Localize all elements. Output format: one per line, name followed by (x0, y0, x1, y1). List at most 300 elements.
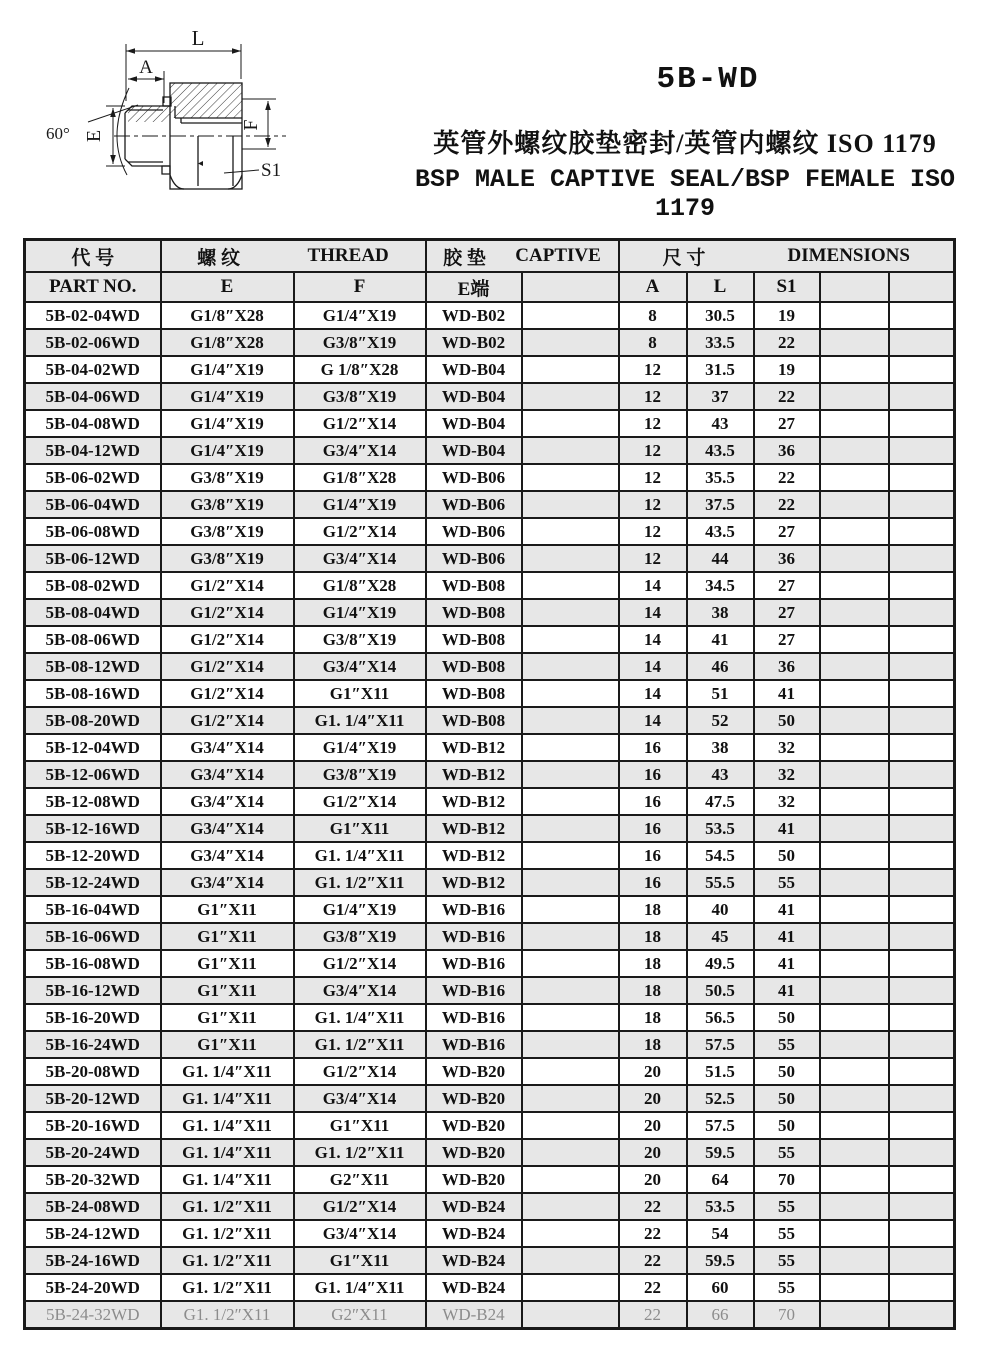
table-row (25, 464, 955, 491)
table-row (25, 1004, 955, 1031)
cell-part-no: 5B-16-08WD (25, 950, 161, 977)
table-row (25, 1166, 955, 1193)
cell-thread-e: G1″X11 (161, 977, 294, 1004)
cell-part-no: 5B-16-12WD (25, 977, 161, 1004)
dim-label-A: A (139, 57, 153, 78)
cell-dim-blank-2 (889, 329, 955, 356)
cell-dim-blank-2 (889, 923, 955, 950)
table-row (25, 1193, 955, 1220)
cell-part-no: 5B-20-08WD (25, 1058, 161, 1085)
cell-dim-blank-2 (889, 626, 955, 653)
cell-dim-s1: 50 (754, 1058, 820, 1085)
cell-dim-a: 16 (619, 869, 687, 896)
cell-captive-seal: WD-B20 (426, 1058, 522, 1085)
cell-dim-s1: 41 (754, 923, 820, 950)
cell-thread-e: G1/4″X19 (161, 383, 294, 410)
cell-dim-a: 12 (619, 545, 687, 572)
cell-thread-f: G1″X11 (294, 680, 426, 707)
cell-dim-blank-2 (889, 1193, 955, 1220)
cell-dim-s1: 50 (754, 1004, 820, 1031)
cell-thread-e: G1. 1/4″X11 (161, 1112, 294, 1139)
cell-part-no: 5B-12-16WD (25, 815, 161, 842)
cell-dim-l: 54 (687, 1220, 754, 1247)
cell-dim-l: 53.5 (687, 815, 754, 842)
cell-dim-blank-1 (820, 842, 889, 869)
table-row (25, 1301, 955, 1329)
arrowhead (232, 48, 241, 54)
cell-dim-l: 30.5 (687, 302, 754, 329)
cell-dim-blank-2 (889, 1112, 955, 1139)
cell-part-no: 5B-04-02WD (25, 356, 161, 383)
header-col-blank-2 (889, 272, 955, 302)
cell-dim-l: 59.5 (687, 1247, 754, 1274)
table-row (25, 329, 955, 356)
cell-captive-seal: WD-B06 (426, 491, 522, 518)
cell-dim-blank-2 (889, 1139, 955, 1166)
cell-thread-e: G1/4″X19 (161, 410, 294, 437)
table-row (25, 950, 955, 977)
cell-captive-seal: WD-B16 (426, 923, 522, 950)
cell-dim-blank-1 (820, 1301, 889, 1329)
cell-dim-s1: 27 (754, 626, 820, 653)
cell-thread-e: G1. 1/2″X11 (161, 1193, 294, 1220)
header-col-captive-blank (522, 272, 619, 302)
cell-thread-f: G1. 1/2″X11 (294, 1139, 426, 1166)
cell-captive-seal: WD-B08 (426, 599, 522, 626)
table-row (25, 626, 955, 653)
header-dimensions-group (619, 240, 955, 273)
dim-label-L: L (191, 26, 205, 50)
cell-captive-blank (522, 329, 619, 356)
cell-dim-l: 41 (687, 626, 754, 653)
cell-captive-blank (522, 626, 619, 653)
cell-dim-blank-1 (820, 329, 889, 356)
cell-dim-l: 52.5 (687, 1085, 754, 1112)
cell-captive-blank (522, 1139, 619, 1166)
cell-dim-a: 12 (619, 518, 687, 545)
cell-part-no: 5B-08-02WD (25, 572, 161, 599)
arrowhead (265, 101, 271, 110)
cell-dim-blank-2 (889, 734, 955, 761)
cell-dim-a: 14 (619, 680, 687, 707)
cell-dim-a: 16 (619, 815, 687, 842)
cell-part-no: 5B-08-20WD (25, 707, 161, 734)
subtitle-chinese: 英管外螺纹胶垫密封/英管内螺纹 ISO 1179 (433, 129, 937, 158)
cell-thread-e: G1″X11 (161, 950, 294, 977)
cell-captive-blank (522, 1220, 619, 1247)
cell-captive-seal: WD-B12 (426, 815, 522, 842)
cell-captive-seal: WD-B06 (426, 545, 522, 572)
cell-dim-s1: 50 (754, 842, 820, 869)
hatch-hex-body (170, 83, 242, 118)
cell-dim-l: 43 (687, 761, 754, 788)
cell-thread-f: G3/4″X14 (294, 1085, 426, 1112)
cell-thread-e: G1. 1/4″X11 (161, 1166, 294, 1193)
cell-dim-s1: 55 (754, 1031, 820, 1058)
cell-dim-s1: 55 (754, 1247, 820, 1274)
cell-thread-f: G1. 1/2″X11 (294, 869, 426, 896)
cell-captive-seal: WD-B12 (426, 842, 522, 869)
cell-dim-blank-2 (889, 356, 955, 383)
header-dimensions-en: DIMENSIONS (787, 245, 910, 266)
cell-thread-f: G3/8″X19 (294, 761, 426, 788)
dim-label-F: F (240, 119, 262, 131)
cell-thread-f: G1/4″X19 (294, 896, 426, 923)
header-col-f: F (294, 272, 426, 302)
arrowhead (128, 76, 137, 82)
cell-thread-e: G3/8″X19 (161, 545, 294, 572)
cell-part-no: 5B-06-04WD (25, 491, 161, 518)
cell-dim-blank-2 (889, 1031, 955, 1058)
cell-dim-blank-2 (889, 1085, 955, 1112)
header-captive-group (426, 240, 619, 273)
cell-captive-seal: WD-B12 (426, 761, 522, 788)
cell-captive-seal: WD-B24 (426, 1247, 522, 1274)
cell-dim-a: 12 (619, 464, 687, 491)
cell-dim-l: 38 (687, 734, 754, 761)
cell-captive-blank (522, 1112, 619, 1139)
cell-dim-a: 16 (619, 788, 687, 815)
table-row (25, 1274, 955, 1301)
cell-captive-seal: WD-B04 (426, 356, 522, 383)
cell-dim-blank-2 (889, 950, 955, 977)
cell-captive-seal: WD-B24 (426, 1274, 522, 1301)
cell-dim-a: 14 (619, 572, 687, 599)
cell-captive-blank (522, 1193, 619, 1220)
header-col-e-end: E端 (426, 272, 522, 302)
cell-dim-l: 47.5 (687, 788, 754, 815)
cell-captive-seal: WD-B02 (426, 302, 522, 329)
table-row (25, 896, 955, 923)
table-row (25, 491, 955, 518)
cell-dim-blank-2 (889, 518, 955, 545)
header-col-l: L (687, 272, 754, 302)
cell-dim-s1: 55 (754, 869, 820, 896)
cell-dim-l: 43.5 (687, 437, 754, 464)
cell-dim-s1: 36 (754, 545, 820, 572)
cell-dim-l: 59.5 (687, 1139, 754, 1166)
cell-thread-f: G1/8″X28 (294, 572, 426, 599)
cell-dim-blank-2 (889, 977, 955, 1004)
cell-dim-blank-2 (889, 1274, 955, 1301)
cell-dim-s1: 41 (754, 896, 820, 923)
cell-dim-a: 12 (619, 383, 687, 410)
cell-dim-blank-2 (889, 302, 955, 329)
cell-part-no: 5B-24-20WD (25, 1274, 161, 1301)
cell-captive-seal: WD-B06 (426, 464, 522, 491)
cell-dim-blank-1 (820, 599, 889, 626)
cell-dim-blank-1 (820, 950, 889, 977)
table-row (25, 1139, 955, 1166)
cell-dim-blank-1 (820, 437, 889, 464)
cell-thread-f: G1/2″X14 (294, 1193, 426, 1220)
cell-thread-f: G1/4″X19 (294, 734, 426, 761)
cell-dim-a: 20 (619, 1166, 687, 1193)
cell-thread-f: G1. 1/2″X11 (294, 1031, 426, 1058)
table-row (25, 545, 955, 572)
cell-dim-blank-1 (820, 1031, 889, 1058)
cell-part-no: 5B-16-06WD (25, 923, 161, 950)
title-block (410, 62, 960, 223)
cell-dim-blank-2 (889, 545, 955, 572)
cell-thread-e: G1″X11 (161, 1004, 294, 1031)
header-captive-cn: 胶 垫 (443, 247, 486, 269)
cell-dim-a: 22 (619, 1301, 687, 1329)
cell-thread-f: G2″X11 (294, 1301, 426, 1329)
table-row (25, 599, 955, 626)
cell-thread-f: G2″X11 (294, 1166, 426, 1193)
table-row (25, 923, 955, 950)
cell-captive-seal: WD-B04 (426, 383, 522, 410)
cell-captive-seal: WD-B08 (426, 572, 522, 599)
header-captive-en: CAPTIVE (515, 245, 601, 266)
table-row (25, 437, 955, 464)
cell-dim-blank-1 (820, 734, 889, 761)
header-part-en: PART NO. (25, 272, 161, 302)
cell-thread-e: G1. 1/2″X11 (161, 1247, 294, 1274)
cell-thread-f: G1/2″X14 (294, 410, 426, 437)
cell-part-no: 5B-06-02WD (25, 464, 161, 491)
cell-part-no: 5B-12-20WD (25, 842, 161, 869)
cell-dim-a: 16 (619, 734, 687, 761)
cell-dim-s1: 41 (754, 950, 820, 977)
cell-part-no: 5B-20-32WD (25, 1166, 161, 1193)
cell-captive-seal: WD-B16 (426, 1031, 522, 1058)
cell-thread-f: G3/8″X19 (294, 383, 426, 410)
cell-thread-f: G3/8″X19 (294, 626, 426, 653)
cell-part-no: 5B-20-16WD (25, 1112, 161, 1139)
cell-dim-blank-2 (889, 1058, 955, 1085)
cell-dim-blank-2 (889, 842, 955, 869)
cell-dim-a: 20 (619, 1085, 687, 1112)
cell-thread-e: G1/4″X19 (161, 356, 294, 383)
cell-captive-blank (522, 680, 619, 707)
table-row (25, 1220, 955, 1247)
cell-captive-blank (522, 977, 619, 1004)
cell-dim-l: 66 (687, 1301, 754, 1329)
cell-part-no: 5B-04-12WD (25, 437, 161, 464)
cell-dim-l: 57.5 (687, 1031, 754, 1058)
cell-dim-a: 22 (619, 1193, 687, 1220)
table-row (25, 734, 955, 761)
header-col-s1: S1 (754, 272, 820, 302)
cell-dim-a: 8 (619, 302, 687, 329)
cell-dim-s1: 36 (754, 653, 820, 680)
cell-dim-s1: 55 (754, 1139, 820, 1166)
cell-dim-blank-1 (820, 1193, 889, 1220)
cell-dim-blank-2 (889, 599, 955, 626)
cell-thread-e: G3/4″X14 (161, 788, 294, 815)
subtitle-english: BSP MALE CAPTIVE SEAL/BSP FEMALE ISO 1179 (414, 165, 956, 223)
cell-dim-a: 22 (619, 1247, 687, 1274)
cell-thread-e: G3/4″X14 (161, 761, 294, 788)
cell-captive-seal: WD-B08 (426, 680, 522, 707)
cell-dim-blank-1 (820, 545, 889, 572)
cell-thread-e: G3/8″X19 (161, 491, 294, 518)
cell-dim-a: 14 (619, 707, 687, 734)
cell-dim-s1: 55 (754, 1274, 820, 1301)
cell-dim-a: 18 (619, 977, 687, 1004)
cell-dim-a: 18 (619, 950, 687, 977)
cell-captive-blank (522, 545, 619, 572)
cell-dim-s1: 55 (754, 1193, 820, 1220)
cell-dim-blank-1 (820, 356, 889, 383)
header-col-blank-1 (820, 272, 889, 302)
cell-dim-blank-2 (889, 815, 955, 842)
table-row (25, 518, 955, 545)
cell-dim-s1: 27 (754, 410, 820, 437)
cell-dim-blank-1 (820, 1166, 889, 1193)
table-row (25, 788, 955, 815)
cell-captive-blank (522, 1031, 619, 1058)
cell-dim-a: 12 (619, 437, 687, 464)
table-row (25, 707, 955, 734)
cell-dim-s1: 32 (754, 734, 820, 761)
facet-mark (198, 161, 203, 166)
cell-thread-e: G3/8″X19 (161, 464, 294, 491)
cell-dim-blank-1 (820, 653, 889, 680)
cell-part-no: 5B-06-12WD (25, 545, 161, 572)
cell-dim-a: 20 (619, 1058, 687, 1085)
cell-captive-seal: WD-B02 (426, 329, 522, 356)
dim-label-E: E (83, 129, 105, 143)
cell-part-no: 5B-24-08WD (25, 1193, 161, 1220)
cell-dim-a: 18 (619, 1004, 687, 1031)
cell-captive-blank (522, 842, 619, 869)
arrowhead (155, 76, 164, 82)
cell-thread-f: G3/8″X19 (294, 329, 426, 356)
cell-thread-e: G1″X11 (161, 1031, 294, 1058)
cell-part-no: 5B-12-04WD (25, 734, 161, 761)
cell-part-no: 5B-24-16WD (25, 1247, 161, 1274)
cell-captive-blank (522, 1301, 619, 1329)
table-row (25, 356, 955, 383)
cell-thread-f: G1″X11 (294, 815, 426, 842)
cell-thread-e: G1/2″X14 (161, 707, 294, 734)
cell-dim-blank-1 (820, 977, 889, 1004)
cell-thread-f: G3/4″X14 (294, 1220, 426, 1247)
header-thread-en: THREAD (307, 245, 389, 266)
cell-dim-s1: 27 (754, 572, 820, 599)
cell-captive-blank (522, 410, 619, 437)
cell-captive-blank (522, 437, 619, 464)
cell-thread-e: G1. 1/4″X11 (161, 1058, 294, 1085)
cell-dim-blank-2 (889, 680, 955, 707)
cell-dim-s1: 19 (754, 302, 820, 329)
cell-captive-blank (522, 356, 619, 383)
cell-dim-blank-2 (889, 869, 955, 896)
cell-dim-s1: 41 (754, 815, 820, 842)
cell-dim-blank-2 (889, 1247, 955, 1274)
cell-captive-blank (522, 599, 619, 626)
table-row (25, 383, 955, 410)
cell-dim-blank-1 (820, 1112, 889, 1139)
cell-thread-f: G3/4″X14 (294, 437, 426, 464)
cell-dim-blank-1 (820, 302, 889, 329)
cell-dim-a: 22 (619, 1220, 687, 1247)
cell-dim-blank-1 (820, 491, 889, 518)
cell-thread-e: G1/4″X19 (161, 437, 294, 464)
table-row (25, 680, 955, 707)
model-number: 5B-WD (656, 62, 760, 97)
cell-dim-blank-2 (889, 761, 955, 788)
cell-dim-blank-1 (820, 1139, 889, 1166)
arrowhead (110, 155, 116, 164)
cell-dim-blank-1 (820, 788, 889, 815)
cell-dim-l: 37 (687, 383, 754, 410)
cell-dim-s1: 22 (754, 329, 820, 356)
header-part-cn: 代 号 (25, 240, 161, 273)
cell-dim-blank-2 (889, 1166, 955, 1193)
cell-thread-e: G3/4″X14 (161, 734, 294, 761)
cell-captive-seal: WD-B06 (426, 518, 522, 545)
cell-thread-e: G1/2″X14 (161, 599, 294, 626)
cell-captive-blank (522, 869, 619, 896)
cell-captive-seal: WD-B12 (426, 869, 522, 896)
header-sub-row (25, 272, 955, 302)
cell-part-no: 5B-04-08WD (25, 410, 161, 437)
cell-part-no: 5B-02-06WD (25, 329, 161, 356)
cell-captive-seal: WD-B12 (426, 788, 522, 815)
cell-captive-seal: WD-B12 (426, 734, 522, 761)
cell-dim-l: 60 (687, 1274, 754, 1301)
cell-dim-l: 34.5 (687, 572, 754, 599)
cell-dim-l: 45 (687, 923, 754, 950)
table-row (25, 1247, 955, 1274)
cell-captive-seal: WD-B16 (426, 1004, 522, 1031)
cell-captive-seal: WD-B08 (426, 626, 522, 653)
fitting-technical-drawing (28, 26, 323, 226)
cell-dim-a: 18 (619, 896, 687, 923)
cell-dim-a: 12 (619, 410, 687, 437)
cell-dim-l: 57.5 (687, 1112, 754, 1139)
cell-thread-e: G1. 1/4″X11 (161, 1139, 294, 1166)
cell-dim-a: 18 (619, 923, 687, 950)
cell-captive-blank (522, 707, 619, 734)
fitting-drawing-svg (28, 26, 323, 226)
cell-dim-s1: 27 (754, 599, 820, 626)
cell-dim-blank-1 (820, 707, 889, 734)
cell-thread-f: G1/4″X19 (294, 302, 426, 329)
cell-dim-blank-1 (820, 1220, 889, 1247)
cell-dim-blank-2 (889, 896, 955, 923)
header-col-e: E (161, 272, 294, 302)
cell-captive-blank (522, 491, 619, 518)
cell-dim-s1: 70 (754, 1301, 820, 1329)
cell-thread-f: G1/2″X14 (294, 1058, 426, 1085)
table-row (25, 1058, 955, 1085)
cell-thread-e: G1/2″X14 (161, 626, 294, 653)
cell-captive-blank (522, 1085, 619, 1112)
cell-captive-seal: WD-B24 (426, 1301, 522, 1329)
cell-dim-blank-2 (889, 383, 955, 410)
cell-dim-blank-2 (889, 572, 955, 599)
cell-thread-f: G1/2″X14 (294, 518, 426, 545)
cell-dim-l: 51.5 (687, 1058, 754, 1085)
header-thread-cn: 螺 纹 (197, 247, 240, 269)
cell-thread-e: G3/8″X19 (161, 518, 294, 545)
cell-dim-l: 40 (687, 896, 754, 923)
cell-dim-s1: 50 (754, 1112, 820, 1139)
cell-captive-seal: WD-B08 (426, 653, 522, 680)
cell-dim-blank-2 (889, 1220, 955, 1247)
cell-thread-f: G1″X11 (294, 1247, 426, 1274)
cell-part-no: 5B-16-20WD (25, 1004, 161, 1031)
cell-dim-blank-1 (820, 1274, 889, 1301)
cell-dim-blank-1 (820, 1058, 889, 1085)
cell-dim-blank-1 (820, 896, 889, 923)
cell-dim-blank-1 (820, 383, 889, 410)
